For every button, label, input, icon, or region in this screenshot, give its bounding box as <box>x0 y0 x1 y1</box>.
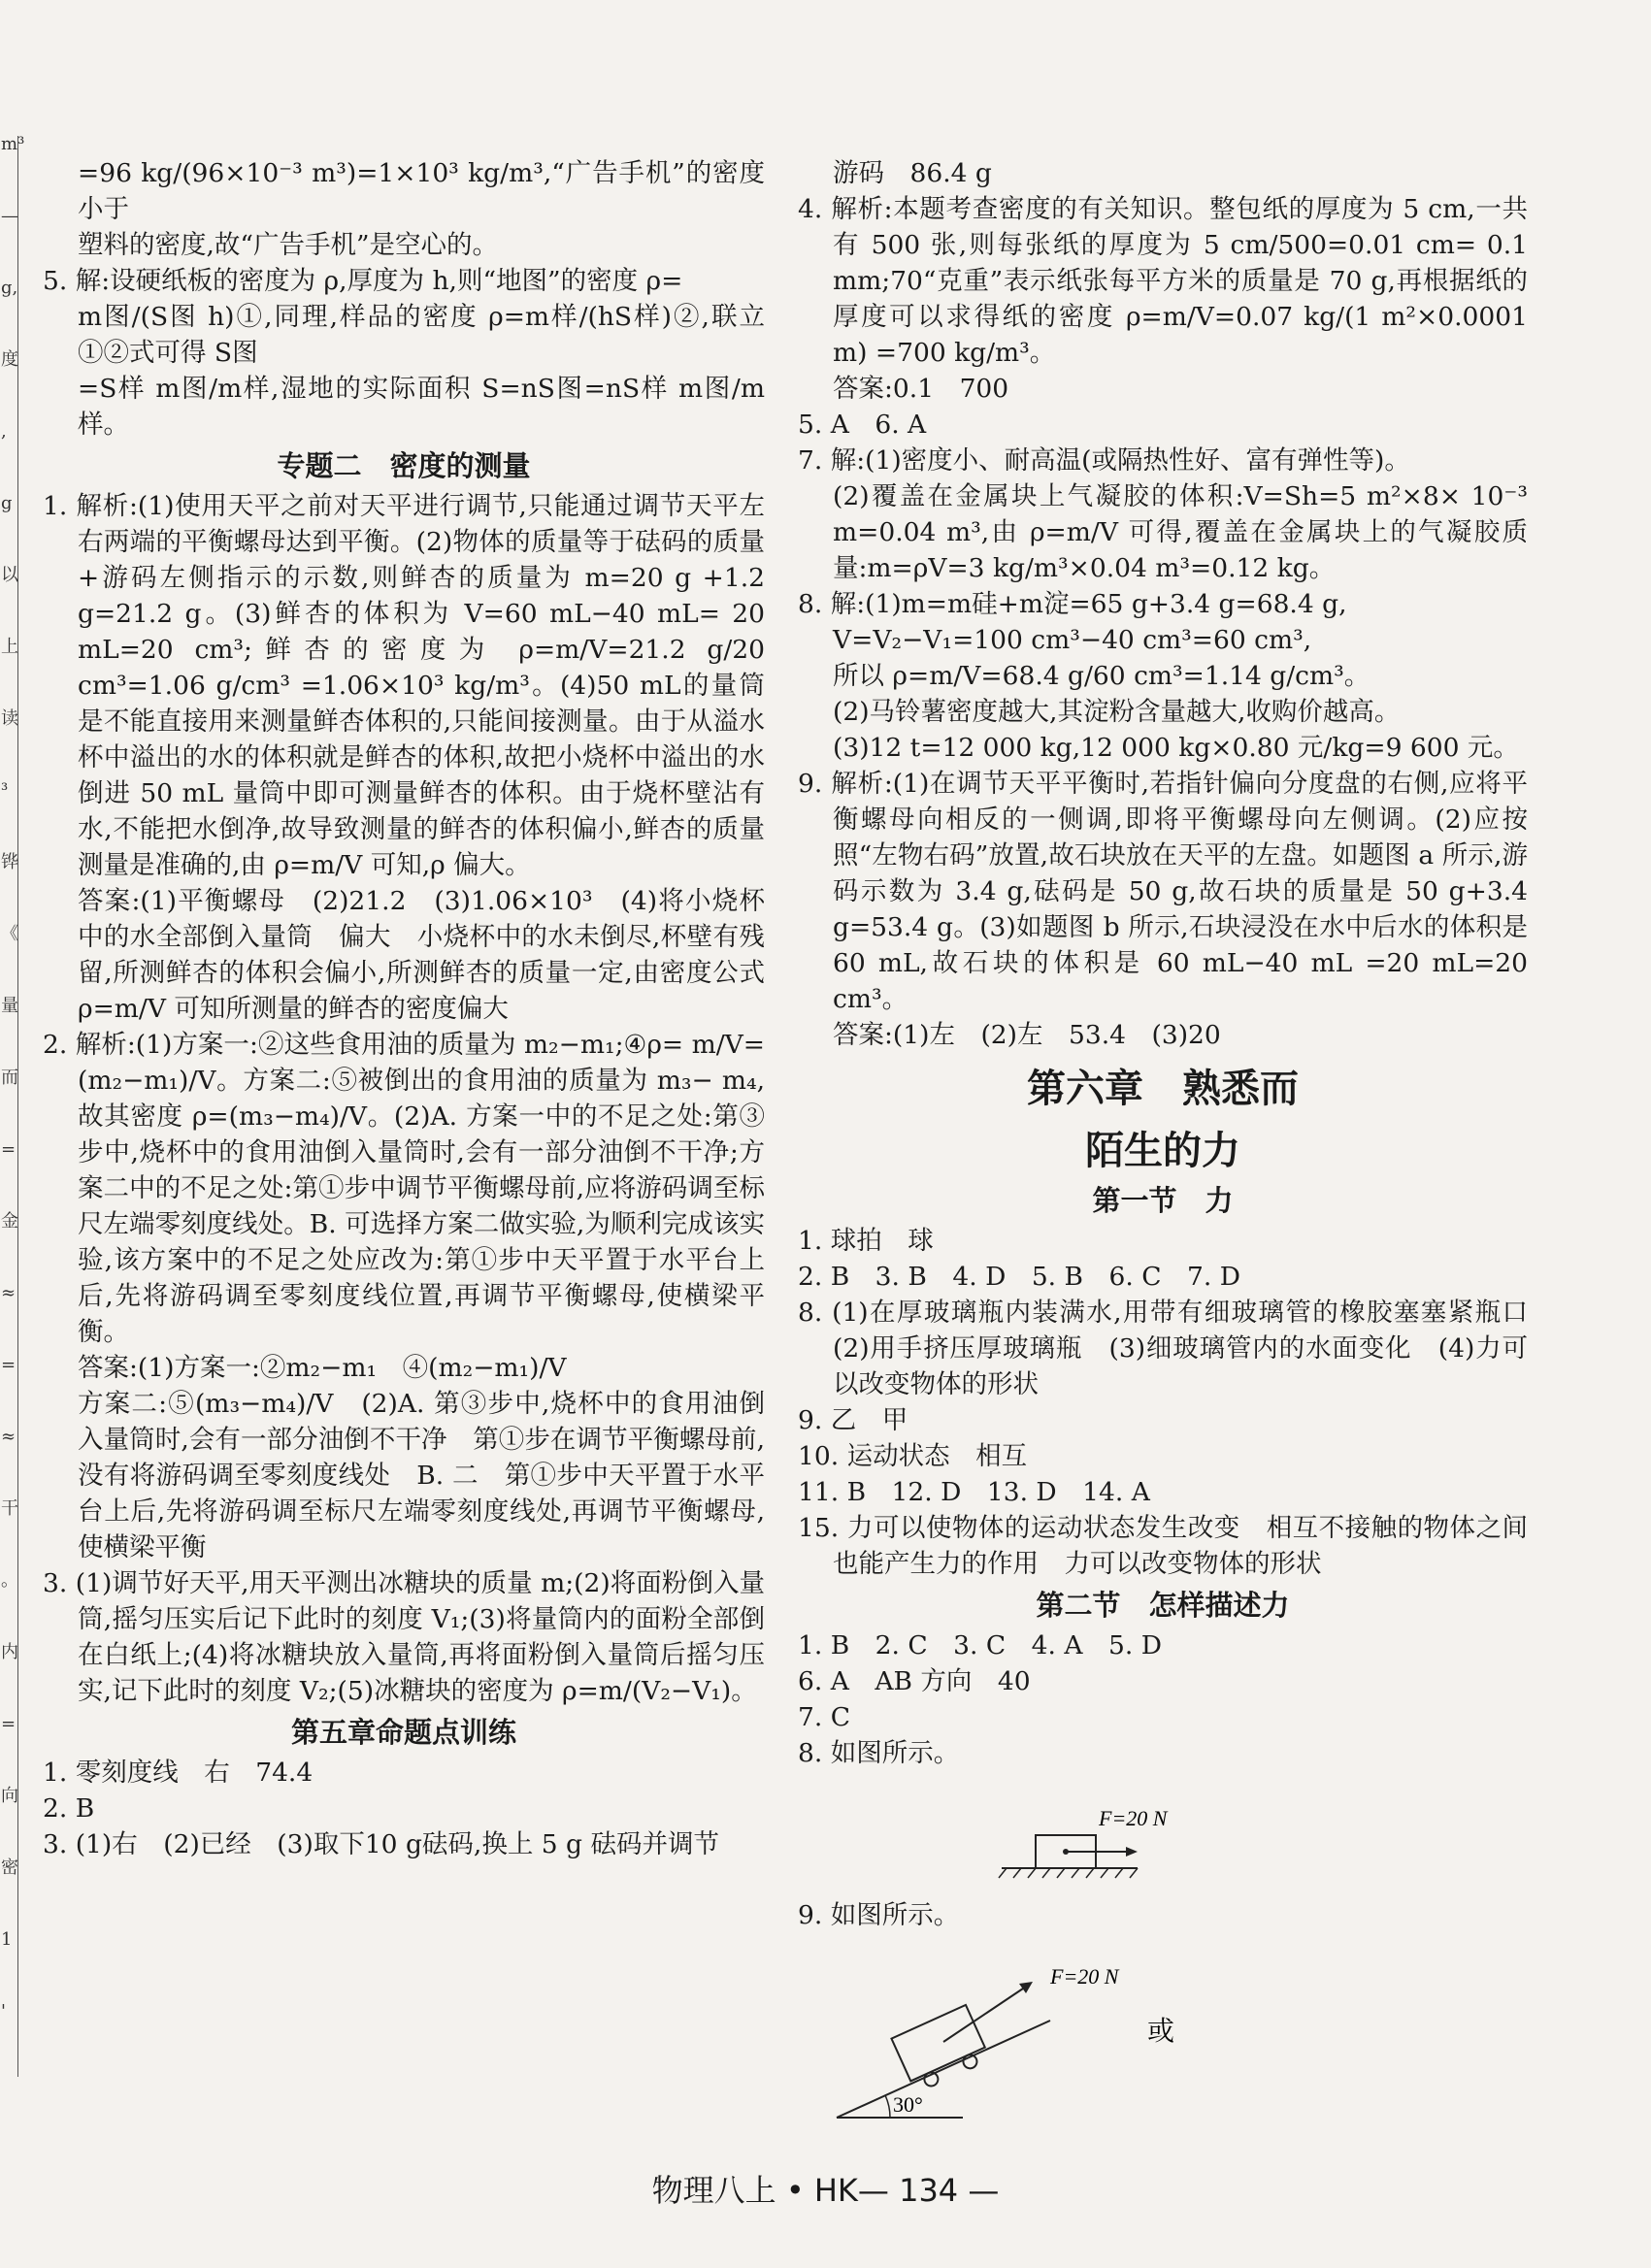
left-para: 答案:(1)方案一:②m₂−m₁ ④(m₂−m₁)/V <box>78 1353 567 1383</box>
right-para: (3)12 t=12 000 kg,12 000 kg×0.80 元/kg=9 600 元。 <box>833 733 1519 763</box>
right-para: (2)马铃薯密度越大,其淀粉含量越大,收购价越高。 <box>833 697 1401 727</box>
gutter-mark: ' <box>1 2001 6 2021</box>
page-footer: 物理八上 • HK— 134 — <box>651 2172 1000 2209</box>
right-para: 8. 解:(1)m=m硅+m淀=65 g+3.4 g=68.4 g, <box>798 589 1347 619</box>
right-para: V=V₂−V₁=100 cm³−40 cm³=60 cm³, <box>833 625 1312 655</box>
gutter-mark: 读 <box>1 708 18 729</box>
gutter-mark: 铧 <box>1 852 18 872</box>
force-label-2: F=20 N <box>1050 1964 1119 1989</box>
left-para: 2. B <box>43 1793 95 1824</box>
section-1-title: 第一节 力 <box>1092 1184 1234 1217</box>
q9-text: 9. 如图所示。 <box>798 1900 960 1930</box>
force-diagram-2 <box>798 1933 1528 2127</box>
right-para: 15. 力可以使物体的运动状态发生改变 相互不接触的物体之间也能产生力的作用 力可以改变物体的形状 <box>798 1513 1528 1579</box>
gutter-mark: 内 <box>1 1642 18 1662</box>
gutter-mark: ≈ <box>1 1427 17 1447</box>
left-para: m图/(S图 h)①,同理,样品的密度 ρ=m样/(hS样)②,联立①②式可得 S图 <box>78 302 765 368</box>
force-label: F=20 N <box>1099 1806 1168 1830</box>
right-para: 9. 解析:(1)在调节天平平衡时,若指针偏向分度盘的右侧,应将平衡螺母向相反的一侧调,即将平衡螺母向左侧调。(2)应按照“左物右码”放置,故石块放在天平的左盘。如题图 a 所示,游码示数为 3.4 g,砝码是 50 g,故石块的质量是 50 g+3.4 g=53.4 g。(3)如题图 b 所示,石块浸没在水中后水的体积是 60 mL,故石块的体积是 60 mL−40 mL =20 mL=20 cm³。 <box>798 769 1528 1014</box>
left-para: 第五章命题点训练 <box>290 1716 516 1749</box>
gutter-mark: ≈ <box>1 1283 17 1303</box>
gutter-mark: m³ <box>1 134 25 154</box>
right-para: 11. B 12. D 13. D 14. A <box>798 1477 1150 1507</box>
gutter-mark: g <box>1 493 13 513</box>
force-diagram-1 <box>798 1771 1528 1897</box>
right-para: 6. A AB 方向 40 <box>798 1666 1031 1696</box>
left-para: 1. 零刻度线 右 74.4 <box>43 1758 314 1788</box>
gutter-mark: 量 <box>1 996 18 1016</box>
gutter-mark: 金 <box>1 1211 18 1232</box>
right-para: 游码 86.4 g <box>833 158 992 188</box>
left-para: 1. 解析:(1)使用天平之前对天平进行调节,只能通过调节天平左右两端的平衡螺母达到平衡。(2)物体的质量等于砝码的质量+游码左侧指示的示数,则鲜杏的质量为 m=20 g +1.2 g=21.2 g。(3)鲜杏的体积为 V=60 mL−40 mL= 20 mL=20 cm³;鲜杏的密度为 ρ=m/V=21.2 g/20 cm³=1.06 g/cm³ =1.06×10³ kg/m³。(4)50 mL的量筒是不能直接用来测量鲜杏体积的,只能间接测量。由于从溢水杯中溢出的水的体积就是鲜杏的体积,故把小烧杯中溢出的水倒进 50 mL 量筒中即可测量鲜杏的体积。由于烧杯壁沾有水,不能把水倒净,故导致测量的鲜杏的体积偏小,鲜杏的质量测量是准确的,由 ρ=m/V 可知,ρ 偏大。 <box>43 491 765 880</box>
left-para: =96 kg/(96×10⁻³ m³)=1×10³ kg/m³,“广告手机”的密度小于 <box>78 158 765 224</box>
right-para: 2. B 3. B 4. D 5. B 6. C 7. D <box>798 1262 1240 1292</box>
or-text: 或 <box>1147 2015 1175 2047</box>
left-para: 方案二:⑤(m₃−m₄)/V (2)A. 第③步中,烧杯中的食用油倒入量筒时,会有一部分油倒不干净 第①步在调节平衡螺母前,没有将游码调至零刻度线处 B. 二 第①步中天平置于水平台上后,先将游码调至标尺左端零刻度线处,再调节平衡螺母,使横梁平衡 <box>78 1389 765 1562</box>
cart <box>891 2005 990 2093</box>
right-para: 所以 ρ=m/V=68.4 g/60 cm³=1.14 g/cm³。 <box>833 661 1370 691</box>
gutter-mark: 干 <box>1 1498 18 1519</box>
right-para: 8. (1)在厚玻璃瓶内装满水,用带有细玻璃管的橡胶塞塞紧瓶口 (2)用手挤压厚玻璃瓶 (3)细玻璃管内的水面变化 (4)力可以改变物体的形状 <box>798 1298 1554 1399</box>
gutter-mark: = <box>1 1139 17 1160</box>
left-para: 答案:(1)平衡螺母 (2)21.2 (3)1.06×10³ (4)将小烧杯中的水全部倒入量筒 偏大 小烧杯中的水未倒尽,杯壁有残留,所测鲜杏的体积会偏小,所测鲜杏的质量一定,由密度公式 ρ=m/V 可知所测量的鲜杏的密度偏大 <box>78 886 765 1024</box>
right-para: 7. C <box>798 1702 850 1732</box>
gutter-mark: 密 <box>1 1857 18 1878</box>
gutter-mark: = <box>1 1355 17 1375</box>
right-para: 8. 如图所示。 <box>798 1738 960 1768</box>
left-para: 塑料的密度,故“广告手机”是空心的。 <box>78 230 499 260</box>
right-para: 1. 球拍 球 <box>798 1226 934 1256</box>
gutter-mark: , <box>1 421 7 442</box>
gutter-mark: ³ <box>1 780 9 801</box>
gutter-mark: g, <box>1 278 18 298</box>
angle-label: 30° <box>893 2092 923 2117</box>
gutter-mark: 向 <box>1 1786 18 1806</box>
force-diagram-2-svg <box>798 1933 1528 2127</box>
gutter-mark: = <box>1 1714 17 1734</box>
ground-hatch <box>999 1868 1138 1878</box>
angle-arc <box>885 2095 890 2118</box>
left-para: 3. (1)调节好天平,用天平测出冰糖块的质量 m;(2)将面粉倒入量筒,摇匀压实后记下此时的刻度 V₁;(3)将量筒内的面粉全部倒在白纸上;(4)将冰糖块放入量筒,再将面粉倒入量筒后摇匀压实,记下此时的刻度 V₂;(5)冰糖块的密度为 ρ=m/(V₂−V₁)。 <box>43 1568 765 1706</box>
left-para: 2. 解析:(1)方案一:②这些食用油的质量为 m₂−m₁;④ρ= m/V=(m₂−m₁)/V。方案二:⑤被倒出的食用油的质量为 m₃− m₄,故其密度 ρ=(m₃−m₄)/V。(2)A. 方案一中的不足之处:第③步中,烧杯中的食用油倒入量筒时,会有一部分油倒不干净;方案二中的不足之处:第①步中调节平衡螺母前,应将游码调至标尺左端零刻度线处。B. 可选择方案二做实验,为顺利完成该实验,该方案中的不足之处应改为:第①步中天平置于水平台上后,先将游码调至零刻度线位置,再调节平衡螺母,使横梁平衡。 <box>43 1030 765 1347</box>
right-para: 1. B 2. C 3. C 4. A 5. D <box>798 1630 1162 1660</box>
gutter-mark: 以 <box>1 565 18 585</box>
right-para: (2)覆盖在金属块上气凝胶的体积:V=Sh=5 m²×8× 10⁻³ m=0.04 m³,由 ρ=m/V 可得,覆盖在金属块上的气凝胶质量:m=ρV=3 kg/m³×0.04 m³=0.12 kg。 <box>833 481 1528 583</box>
right-para: 5. A 6. A <box>798 410 927 440</box>
right-column <box>798 155 1554 2127</box>
left-para: =S样 m图/m样,湿地的实际面积 S=nS图=nS样 m图/m样。 <box>78 374 765 440</box>
left-para: 专题二 密度的测量 <box>277 449 531 482</box>
gutter-mark: 而 <box>1 1068 18 1088</box>
right-para: 答案:0.1 700 <box>833 374 1009 404</box>
gutter-mark: 《 <box>1 924 18 944</box>
gutter-mark: 上 <box>1 637 18 657</box>
binding-margin <box>0 134 25 2077</box>
incline-line <box>837 2021 1050 2118</box>
force-diagram-1-svg <box>798 1771 1528 1897</box>
right-para: 9. 乙 甲 <box>798 1405 908 1435</box>
right-para: 答案:(1)左 (2)左 53.4 (3)20 <box>833 1020 1221 1050</box>
right-para: 4. 解析:本题考查密度的有关知识。整包纸的厚度为 5 cm,一共有 500 张,则每张纸的厚度为 5 cm/500=0.01 cm= 0.1 mm;70“克重”表示纸张每平方米的质量是 70 g,再根据纸的厚度可以求得纸的密度 ρ=m/V=0.07 kg/(1 m²×0.0001 m) =700 kg/m³。 <box>798 194 1528 368</box>
chapter-title-line1: 第六章 熟悉而 <box>1027 1067 1299 1111</box>
force-arrow-2 <box>943 1987 1026 2042</box>
left-para: 5. 解:设硬纸板的密度为 ρ,厚度为 h,则“地图”的密度 ρ= <box>43 266 683 296</box>
right-para: 10. 运动状态 相互 <box>798 1441 1028 1471</box>
gutter-mark: 1 <box>1 1929 13 1950</box>
left-column <box>43 155 765 1862</box>
left-para: 3. (1)右 (2)已经 (3)取下10 g砝码,换上 5 g 砝码并调节 <box>43 1829 719 1859</box>
right-para: 7. 解:(1)密度小、耐高温(或隔热性好、富有弹性等)。 <box>798 445 1410 476</box>
chapter-title-line2: 陌生的力 <box>1085 1129 1240 1173</box>
gutter-mark: — <box>1 206 18 226</box>
gutter-mark: 度 <box>1 349 18 370</box>
gutter-mark: 。 <box>1 1570 18 1591</box>
section-2-title: 第二节 怎样描述力 <box>1036 1589 1290 1622</box>
